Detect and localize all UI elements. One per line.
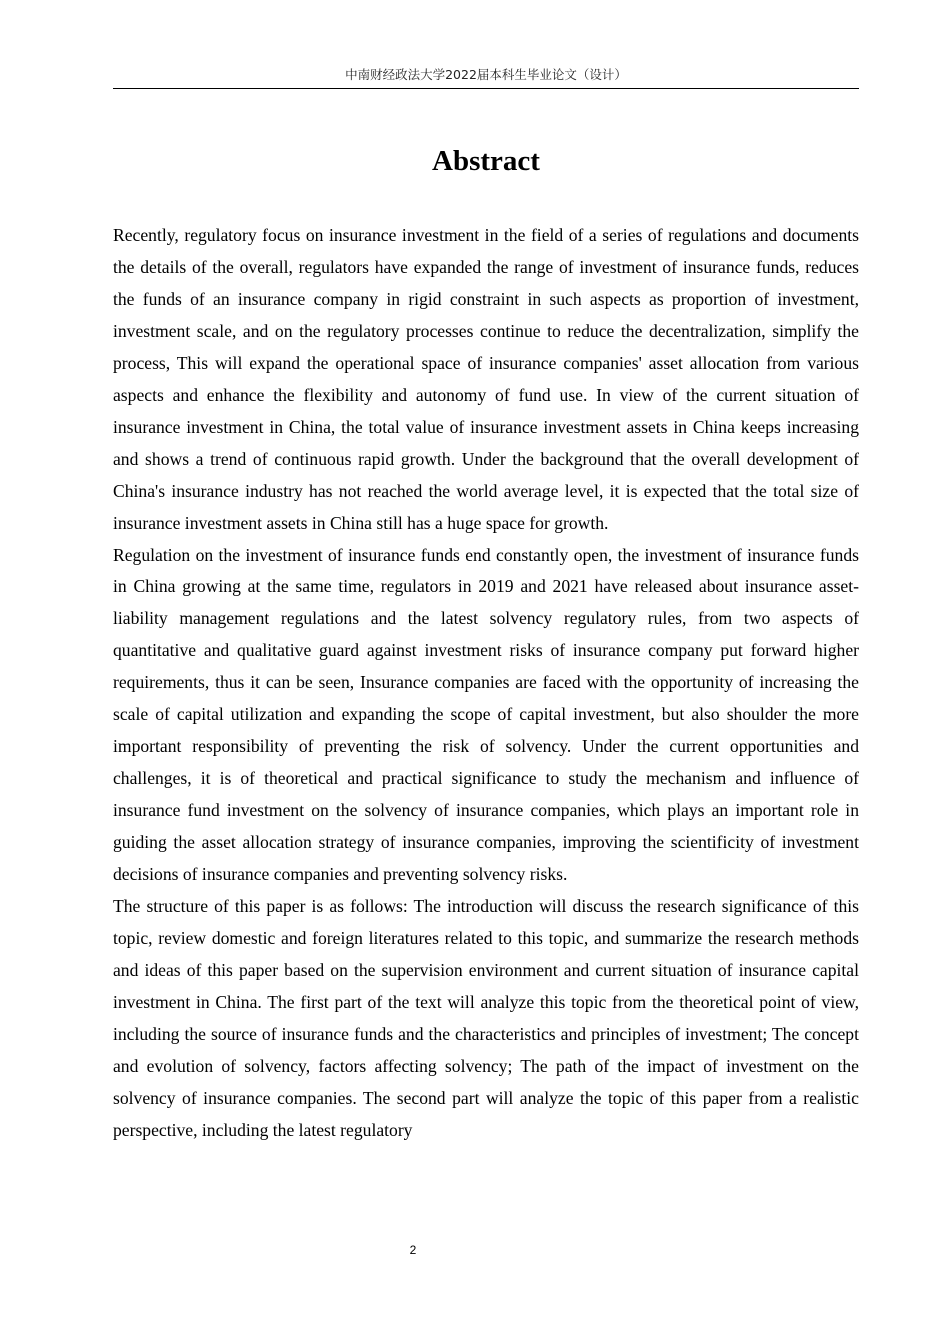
abstract-body xyxy=(113,220,859,1147)
running-header-text: 中南财经政法大学2022届本科生毕业论文（设计） xyxy=(345,67,627,82)
abstract-title: Abstract xyxy=(432,145,540,177)
abstract-paragraph-2: Regulation on the investment of insurance funds end constantly open, the investment of insurance funds in China growing at the same time, regulators in 2019 and 2021 have released about insurance asset-liability management regulations and the latest solvency regulatory rules, from two aspects of quantitative and qualitative guard against investment risks of insurance company put forward higher requirements, thus it can be seen, Insurance companies are faced with the opportunity of increasing the scale of capital utilization and expanding the scope of capital investment, but also shoulder the more important responsibility of preventing the risk of solvency. Under the current opportunities and challenges, it is of theoretical and practical significance to study the mechanism and influence of insurance fund investment on the solvency of insurance companies, which plays an important role in guiding the asset allocation strategy of insurance companies, improving the scientificity of investment decisions of insurance companies and preventing solvency risks. xyxy=(113,544,859,885)
abstract-paragraph-1: Recently, regulatory focus on insurance investment in the field of a series of regulations and documents the details of the overall, regulators have expanded the range of investment of insurance funds, reduces the funds of an insurance company in rigid constraint in such aspects as proportion of investment, investment scale, and on the regulatory processes continue to reduce the decentralization, simplify the process, This will expand the operational space of insurance companies' asset allocation from various aspects and enhance the flexibility and autonomy of fund use. In view of the current situation of insurance investment in China, the total value of insurance investment assets in China keeps increasing and shows a trend of continuous rapid growth. Under the background that the overall development of China's insurance industry has not reached the world average level, it is expected that the total size of insurance investment assets in China still has a huge space for growth. xyxy=(113,225,859,533)
page-number: 2 xyxy=(409,1243,417,1257)
abstract-paragraph-3: The structure of this paper is as follows: The introduction will discuss the research significance of this topic, review domestic and foreign literatures related to this topic, and summarize the research methods and ideas of this paper based on the supervision environment and current situation of insurance capital investment in China. The first part of the text will analyze this topic from the theoretical point of view, including the source of insurance funds and the characteristics and principles of investment; The concept and evolution of solvency, factors affecting solvency; The path of the impact of investment on the solvency of insurance companies. The second part will analyze the topic of this paper from a realistic perspective, including the latest regulatory xyxy=(113,896,859,1140)
running-header xyxy=(113,64,859,89)
